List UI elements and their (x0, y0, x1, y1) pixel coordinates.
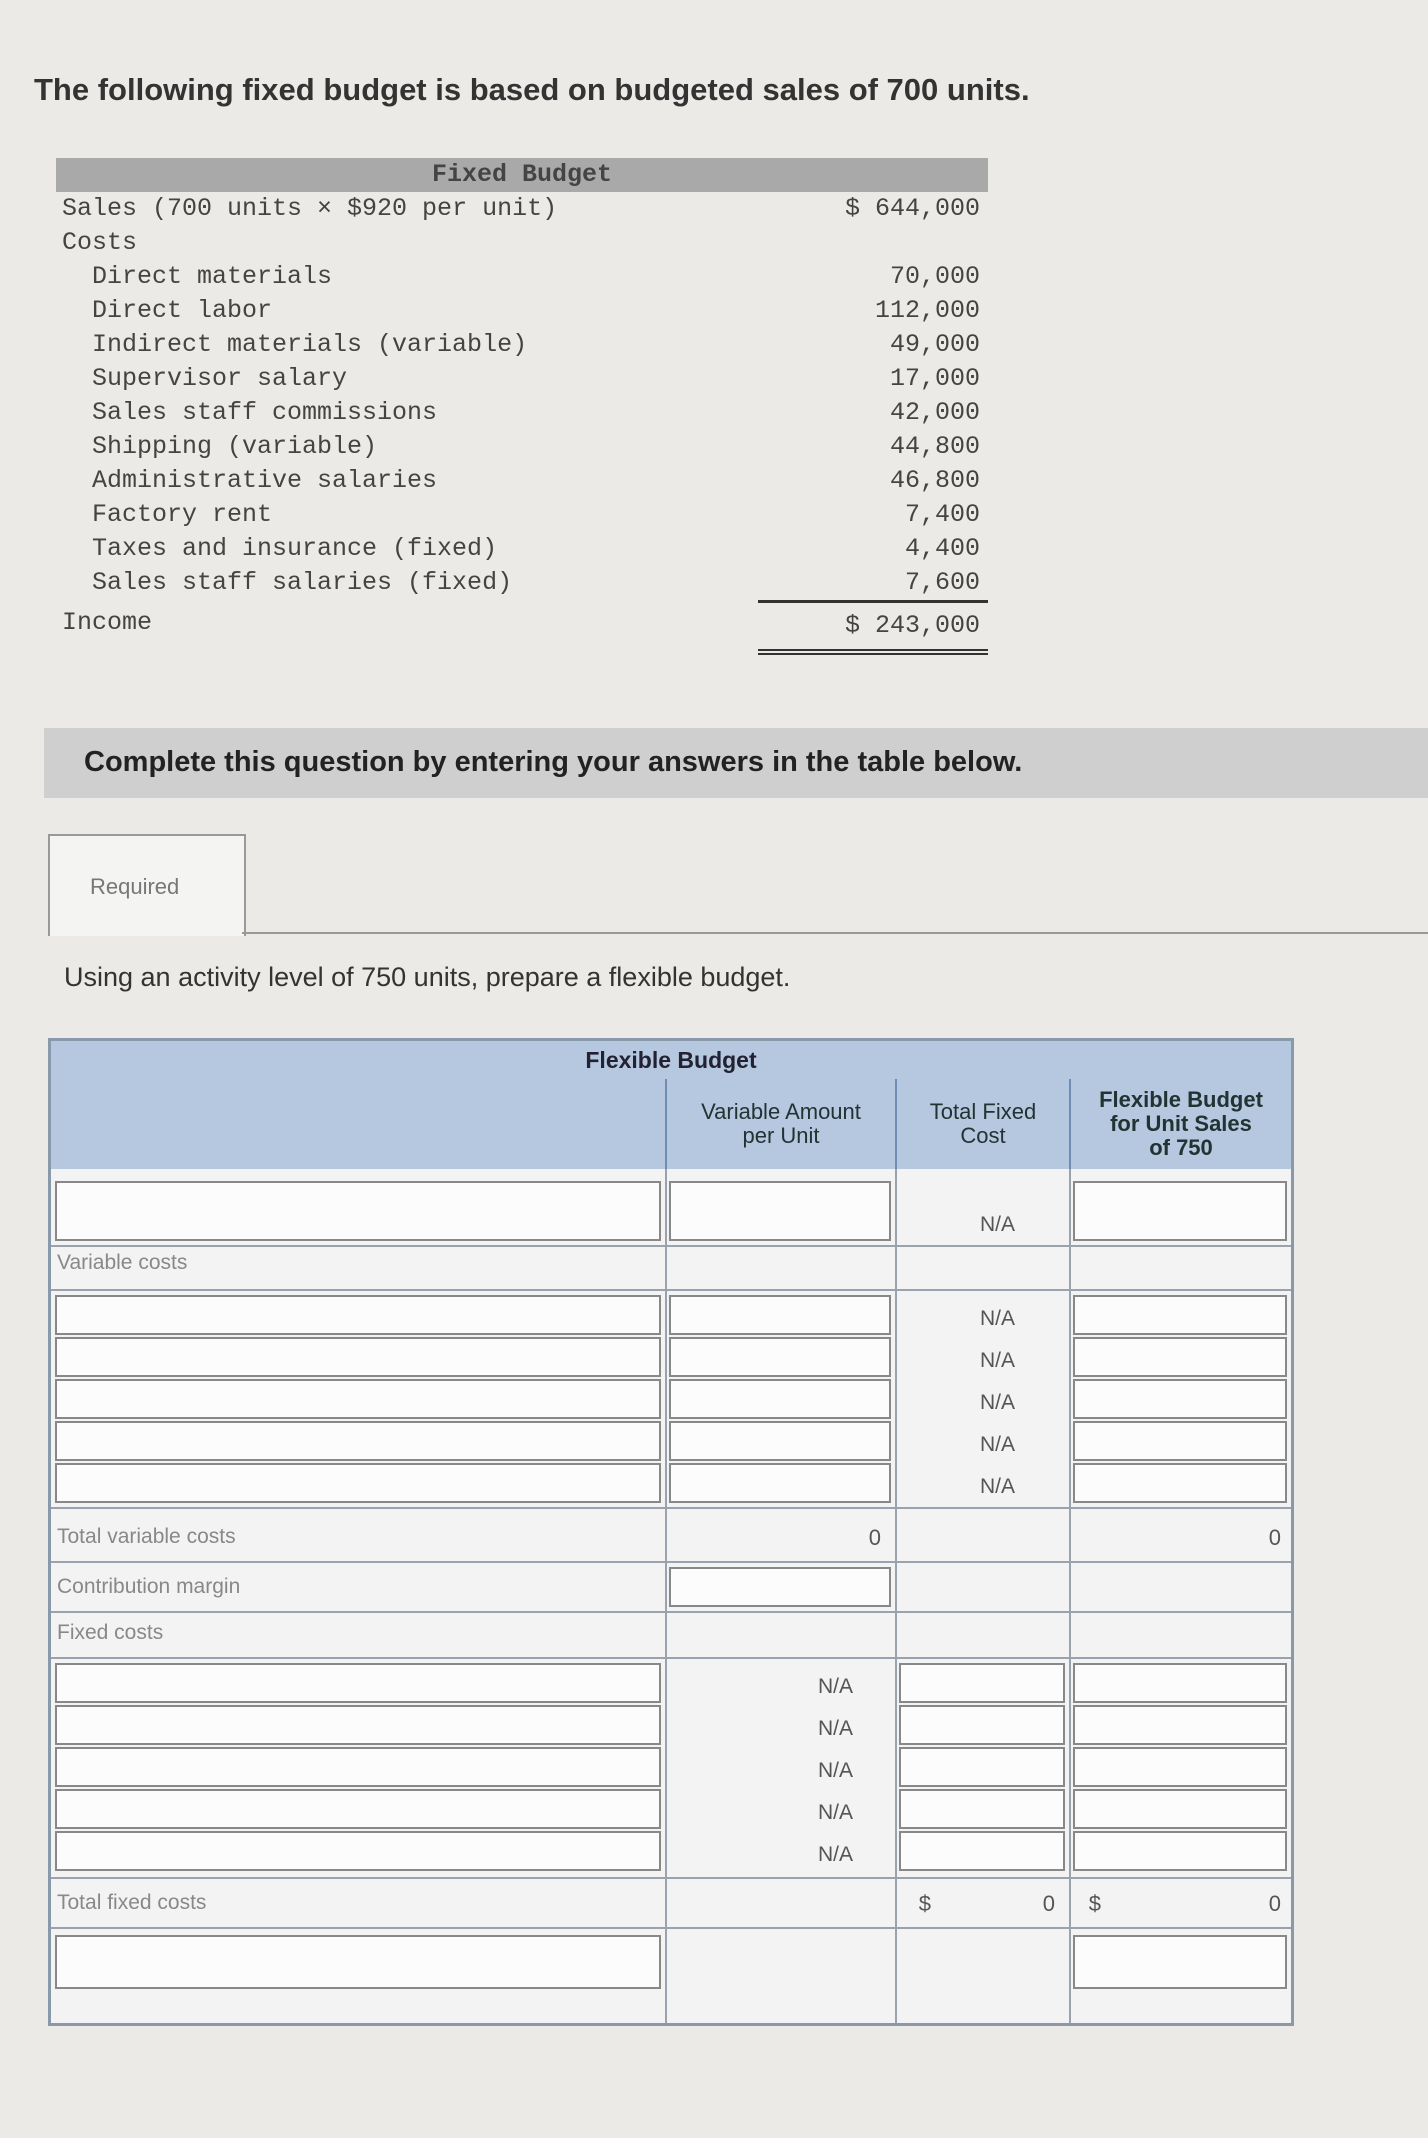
fixed-cost-amount-input[interactable] (899, 1705, 1065, 1745)
cost-item-amount: 42,000 (889, 398, 980, 427)
tab-required[interactable] (48, 834, 246, 936)
cost-item-amount: 112,000 (874, 296, 980, 325)
grid-vline (1069, 1169, 1071, 2023)
row-divider (51, 1245, 1291, 1247)
sales-row-variable-input[interactable] (669, 1181, 891, 1241)
banner-text: Complete this question by entering your answers in the table below. (84, 746, 1023, 778)
cost-item-label: Indirect materials (variable) (92, 330, 528, 359)
contribution-margin-rate-input[interactable] (669, 1567, 891, 1607)
cost-item-amount: 49,000 (889, 330, 980, 359)
flexible-budget-table (48, 1038, 1294, 2026)
cost-item-label: Sales staff salaries (fixed) (92, 568, 513, 597)
variable-cost-label-input[interactable] (55, 1463, 661, 1503)
col-variable-line2: per Unit (742, 1123, 820, 1148)
grid-vline (665, 1169, 667, 2023)
cost-item-amount: 44,800 (889, 432, 980, 461)
fixed-cost-label-input[interactable] (55, 1663, 661, 1703)
row-divider (51, 1289, 1291, 1291)
col-flex-line1: Flexible Budget (1099, 1087, 1263, 1112)
grid-vline (895, 1169, 897, 2023)
variable-cost-rate-input[interactable] (669, 1379, 891, 1419)
na-text: N/A (979, 1475, 1015, 1498)
fixed-cost-flex-input[interactable] (1073, 1663, 1287, 1703)
total-variable-rate: 0 (868, 1525, 881, 1550)
variable-cost-rate-input[interactable] (669, 1337, 891, 1377)
row-divider (51, 1927, 1291, 1929)
col-variable-line1: Variable Amount (701, 1099, 861, 1124)
fixed-budget-header: Fixed Budget (56, 158, 988, 192)
cost-item-label: Taxes and insurance (fixed) (92, 534, 498, 563)
contribution-margin-label: Contribution margin (57, 1575, 241, 1598)
variable-cost-label-input[interactable] (55, 1379, 661, 1419)
fixed-cost-flex-input[interactable] (1073, 1705, 1287, 1745)
na-text: N/A (979, 1307, 1015, 1330)
cost-item-amount: 17,000 (889, 364, 980, 393)
variable-cost-flex-input[interactable] (1073, 1379, 1287, 1419)
col-flex-line3: of 750 (1149, 1135, 1213, 1160)
fixed-cost-label-input[interactable] (55, 1747, 661, 1787)
instruction-banner (44, 728, 1428, 798)
costs-label: Costs (62, 228, 138, 257)
total-fixed-cost: 0 (1042, 1891, 1055, 1916)
variable-cost-flex-input[interactable] (1073, 1463, 1287, 1503)
cost-item-amount: 7,400 (904, 500, 980, 529)
na-text: N/A (979, 1213, 1015, 1236)
fixed-budget-table (28, 158, 988, 646)
cost-item-amount: 4,400 (904, 534, 980, 563)
fixed-cost-flex-input[interactable] (1073, 1789, 1287, 1829)
cost-item-amount: 7,600 (904, 568, 980, 597)
cost-item-label: Sales staff commissions (92, 398, 438, 427)
variable-cost-label-input[interactable] (55, 1295, 661, 1335)
fixed-cost-label-input[interactable] (55, 1705, 661, 1745)
fixed-cost-label-input[interactable] (55, 1789, 661, 1829)
cost-item-label: Direct materials (92, 262, 333, 291)
variable-cost-label-input[interactable] (55, 1421, 661, 1461)
cost-item-label: Supervisor salary (92, 364, 348, 393)
col-flex-line2: for Unit Sales (1110, 1111, 1252, 1136)
sales-row-flex-input[interactable] (1073, 1181, 1287, 1241)
na-text: N/A (979, 1349, 1015, 1372)
sales-label: Sales (700 units × $920 per unit) (62, 194, 558, 223)
income-flex-input[interactable] (1073, 1935, 1287, 1989)
col-total-fixed (895, 1079, 1069, 1169)
cost-item-label: Direct labor (92, 296, 273, 325)
row-divider (51, 1611, 1291, 1613)
total-fixed-flex: 0 (1268, 1891, 1281, 1916)
na-text: N/A (817, 1843, 853, 1866)
col-fixed-line2: Cost (960, 1123, 1006, 1148)
col-fixed-line1: Total Fixed (929, 1099, 1037, 1124)
income-label: Income (62, 608, 153, 637)
sales-row-label-input[interactable] (55, 1181, 661, 1241)
question-instruction: Using an activity level of 750 units, prepare a flexible budget. (64, 962, 791, 992)
col-flexible-budget (1069, 1079, 1291, 1169)
variable-cost-label-input[interactable] (55, 1337, 661, 1377)
dollar-sign: $ (918, 1891, 931, 1916)
variable-cost-rate-input[interactable] (669, 1421, 891, 1461)
variable-cost-rate-input[interactable] (669, 1463, 891, 1503)
variable-cost-flex-input[interactable] (1073, 1421, 1287, 1461)
intro-text: The following fixed budget is based on budgeted sales of 700 units. (34, 72, 1030, 107)
cost-item-label: Factory rent (92, 500, 273, 529)
na-text: N/A (817, 1717, 853, 1740)
cost-item-amount: 70,000 (889, 262, 980, 291)
row-divider (51, 1877, 1291, 1879)
fixed-cost-amount-input[interactable] (899, 1663, 1065, 1703)
dollar-sign: $ (1088, 1891, 1101, 1916)
variable-cost-flex-input[interactable] (1073, 1337, 1287, 1377)
total-variable-flex: 0 (1268, 1525, 1281, 1550)
fixed-cost-amount-input[interactable] (899, 1789, 1065, 1829)
total-fixed-label: Total fixed costs (57, 1891, 207, 1914)
row-divider (51, 1561, 1291, 1563)
na-text: N/A (979, 1391, 1015, 1414)
row-divider (51, 1657, 1291, 1659)
income-label-input[interactable] (55, 1935, 661, 1989)
na-text: N/A (817, 1675, 853, 1698)
tab-divider (242, 932, 1428, 934)
header-blank (51, 1079, 665, 1169)
row-divider (51, 1507, 1291, 1509)
na-text: N/A (817, 1801, 853, 1824)
fixed-costs-label: Fixed costs (57, 1621, 164, 1644)
income-amount: $ 243,000 (758, 600, 988, 655)
flexible-budget-title: Flexible Budget (51, 1041, 1291, 1079)
tab-required-label: Required (90, 874, 180, 899)
na-text: N/A (979, 1433, 1015, 1456)
variable-cost-rate-input[interactable] (669, 1295, 891, 1335)
fixed-cost-label-input[interactable] (55, 1831, 661, 1871)
fixed-cost-amount-input[interactable] (899, 1831, 1065, 1871)
cost-item-amount: 46,800 (889, 466, 980, 495)
sales-amount: $ 644,000 (844, 194, 980, 223)
fixed-cost-flex-input[interactable] (1073, 1831, 1287, 1871)
fixed-cost-amount-input[interactable] (899, 1747, 1065, 1787)
total-variable-label: Total variable costs (57, 1525, 236, 1548)
na-text: N/A (817, 1759, 853, 1782)
fixed-cost-flex-input[interactable] (1073, 1747, 1287, 1787)
variable-costs-label: Variable costs (57, 1251, 188, 1274)
variable-cost-flex-input[interactable] (1073, 1295, 1287, 1335)
cost-item-label: Administrative salaries (92, 466, 438, 495)
cost-item-label: Shipping (variable) (92, 432, 378, 461)
col-variable-amount (665, 1079, 895, 1169)
